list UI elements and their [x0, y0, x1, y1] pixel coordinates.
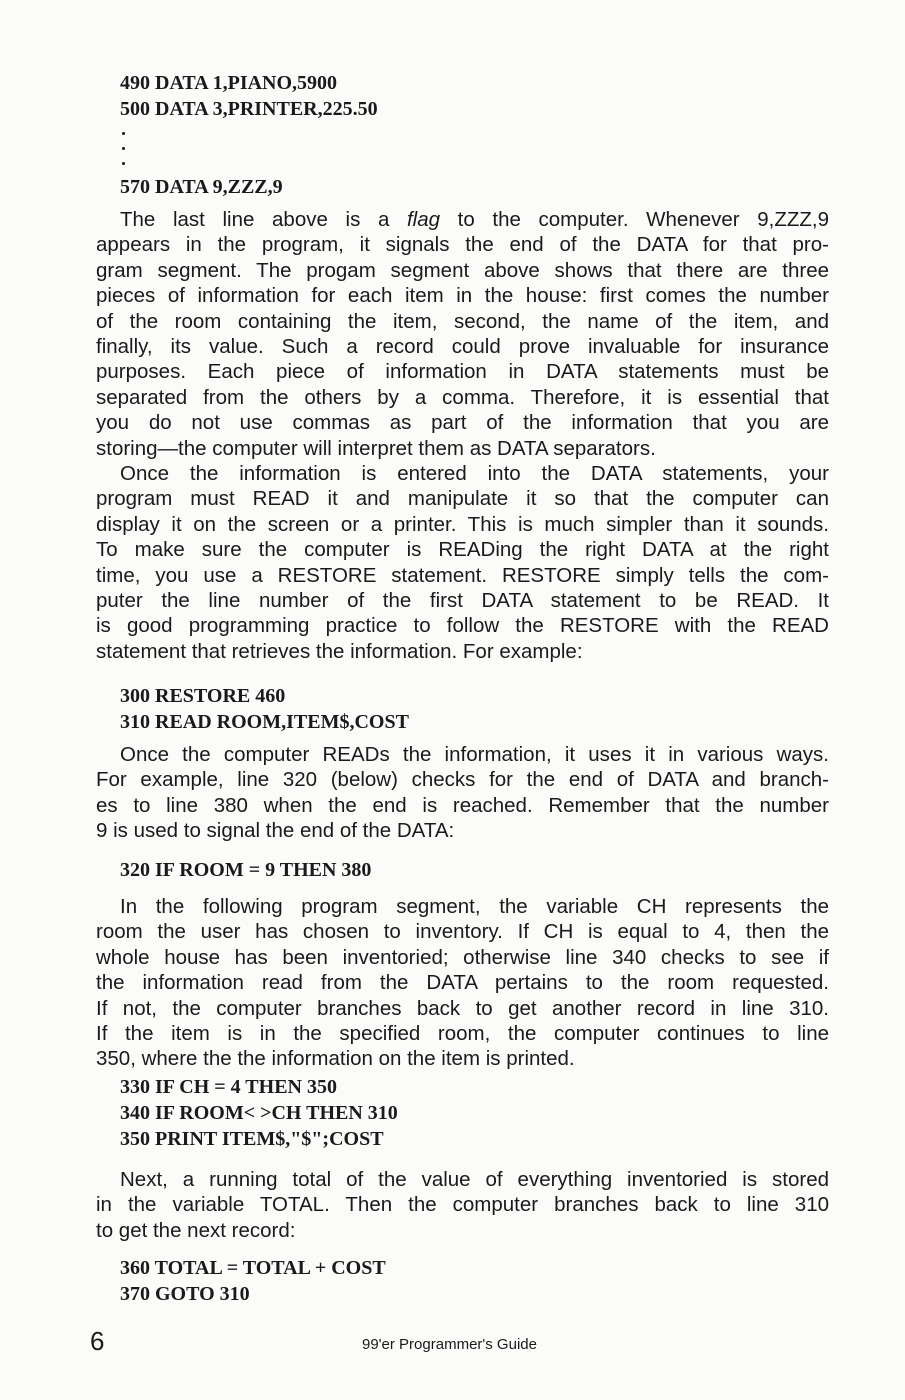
text-line: gram segment. The progam segment above shows that there are three	[96, 258, 829, 282]
flag-term: flag	[406, 208, 441, 231]
text-line: purposes. Each piece of information in DATA statements must be	[96, 360, 829, 384]
text-line: If not, the computer branches back to get another record in line 310.	[96, 996, 829, 1020]
text-line: you do not use commas as part of the information that you are	[96, 411, 829, 435]
text-line: in the variable TOTAL. Then the computer branches back to line 310	[96, 1193, 829, 1217]
ellipsis-dot	[122, 162, 125, 165]
ellipsis-dot	[122, 132, 125, 135]
text-line: is good programming practice to follow the RESTORE with the READ	[96, 614, 829, 638]
text-line: finally, its value. Such a record could prove invaluable for insurance	[96, 334, 829, 358]
text-line: For example, line 320 (below) checks for the end of DATA and branch-	[96, 768, 829, 792]
text-line: program must READ it and manipulate it so that the computer can	[96, 487, 829, 511]
text-line: of the room containing the item, second, the name of the item, and	[96, 309, 829, 333]
code-line-490: 490 DATA 1,PIANO,5900	[120, 72, 338, 94]
text-line: 9 is used to signal the end of the DATA:	[96, 819, 455, 843]
text-line: Once the computer READs the information, it uses it in various ways.	[120, 743, 829, 766]
text-line: es to line 380 when the end is reached. Remember that the number	[96, 793, 829, 817]
text-line: statement that retrieves the information. For example:	[96, 639, 583, 663]
text-line: The last line above is a flag to the computer. Whenever 9,ZZZ,9	[120, 208, 830, 231]
running-footer-title: 99'er Programmer's Guide	[362, 1336, 537, 1353]
text-line: storing—the computer will interpret them as DATA separators.	[96, 436, 656, 460]
text-line: Next, a running total of the value of everything inventoried is stored	[120, 1168, 829, 1191]
text-line: separated from the others by a comma. Therefore, it is essential that	[96, 385, 829, 409]
code-line-340: 340 IF ROOM< >CH THEN 310	[120, 1102, 398, 1124]
text-line: to get the next record:	[96, 1218, 296, 1242]
text-line: puter the line number of the first DATA statement to be READ. It	[96, 588, 829, 612]
text-line: display it on the screen or a printer. This is much simpler than it sounds.	[96, 512, 829, 536]
code-line-500: 500 DATA 3,PRINTER,225.50	[120, 98, 378, 120]
text-line: Once the information is entered into the DATA statements, your	[120, 462, 829, 485]
paragraph-read-explanation	[96, 742, 829, 844]
code-line-310: 310 READ ROOM,ITEM$,COST	[120, 711, 409, 733]
code-line-350: 350 PRINT ITEM$,"$";COST	[120, 1128, 384, 1150]
text-line: pieces of information for each item in the house: first comes the number	[96, 284, 829, 308]
text-line: In the following program segment, the variable CH represents the	[120, 895, 829, 918]
paragraph-total-explanation	[96, 1167, 829, 1243]
ellipsis-dot	[122, 147, 125, 150]
code-line-320: 320 IF ROOM = 9 THEN 380	[120, 859, 372, 881]
text-line: time, you use a RESTORE statement. RESTORE simply tells the com-	[96, 563, 829, 587]
text-line: appears in the program, it signals the end of the DATA for that pro-	[96, 233, 829, 257]
text-line: whole house has been inventoried; otherwise line 340 checks to see if	[96, 945, 829, 969]
text-line: If the item is in the specified room, the computer continues to line	[96, 1021, 829, 1045]
code-line-370: 370 GOTO 310	[120, 1283, 250, 1305]
page-number: 6	[90, 1326, 105, 1356]
code-line-300: 300 RESTORE 460	[120, 685, 286, 707]
code-line-360: 360 TOTAL = TOTAL + COST	[120, 1257, 386, 1279]
paragraph-restore-explanation	[96, 461, 829, 664]
paragraph-inventory-explanation	[96, 894, 829, 1072]
code-line-570: 570 DATA 9,ZZZ,9	[120, 176, 283, 198]
text-line: room the user has chosen to inventory. If CH is equal to 4, then the	[96, 920, 829, 944]
code-line-330: 330 IF CH = 4 THEN 350	[120, 1076, 337, 1098]
text-line: the information read from the DATA pertains to the room requested.	[96, 971, 829, 995]
paragraph-flag-explanation	[96, 207, 829, 461]
text-line: To make sure the computer is READing the right DATA at the right	[96, 538, 829, 562]
text-line: 350, where the the information on the item is printed.	[96, 1047, 575, 1071]
